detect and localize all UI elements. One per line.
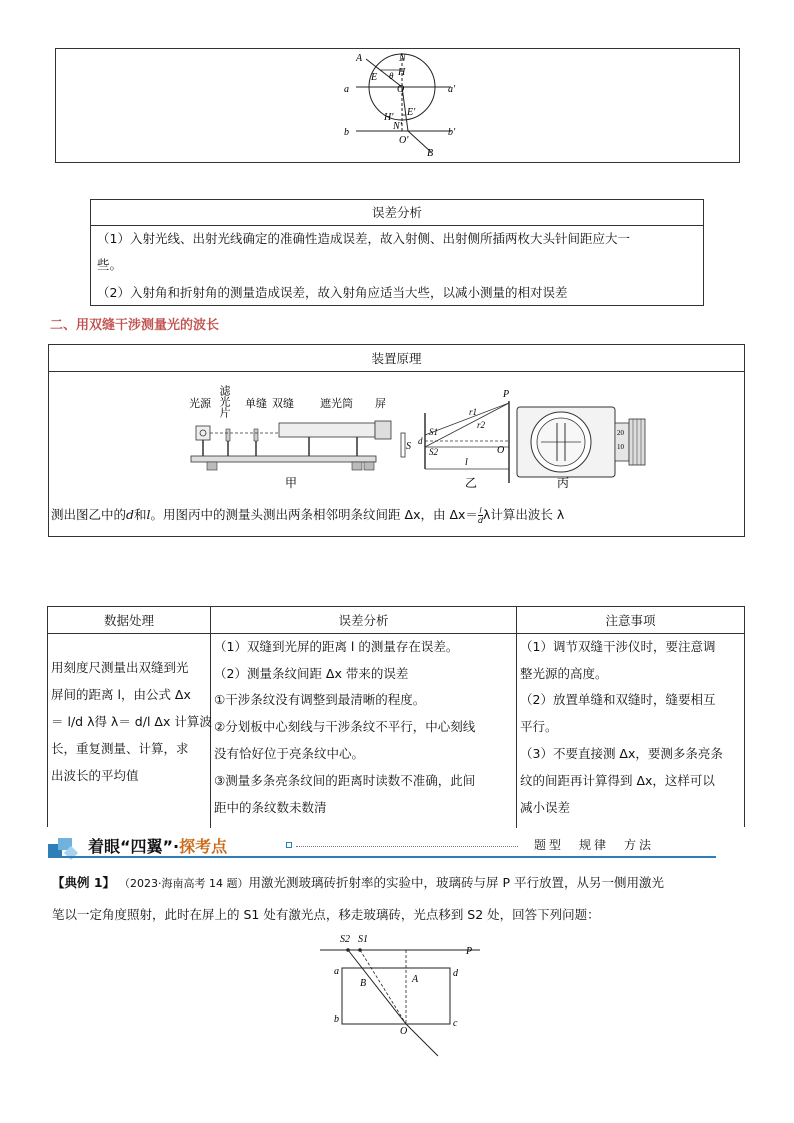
- fig1-label: A: [356, 53, 363, 64]
- col1-line: 长，重复测量、计算，求: [51, 741, 189, 756]
- fig2-label: l: [465, 457, 468, 468]
- banner-dot: [286, 842, 292, 848]
- fig1-label: E: [371, 72, 378, 83]
- fig2-label: r1: [469, 407, 478, 417]
- col3-line: （1）调节双缝干涉仪时，要注意调: [520, 639, 716, 654]
- fig3-label: 20: [617, 429, 624, 437]
- fraction-denominator: d: [477, 516, 483, 525]
- refraction-diagram: [56, 49, 739, 162]
- col2-line: 没有恰好位于亮条纹中心。: [214, 746, 365, 761]
- apparatus-label: 屏: [375, 398, 386, 410]
- col3-line: （2）放置单缝和双缝时，缝要相互: [520, 692, 716, 707]
- principle-text-part: λ计算出波长 λ: [482, 507, 565, 522]
- fig1-label: O': [399, 135, 409, 146]
- fig4-label: O: [400, 1026, 408, 1037]
- fig4-label: S1: [358, 934, 368, 945]
- col3-line: 减小误差: [520, 800, 571, 815]
- col3-line: （3）不要直接测 Δx，要测多条亮条: [520, 746, 723, 761]
- example-label: 【典例 1】: [52, 875, 116, 890]
- table-2-header: 数据处理: [48, 607, 211, 634]
- error-table-1-row: （1）入射光线、出射光线确定的准确性造成误差，故入射侧、出射侧所插两枚大头针间距应大一: [97, 231, 630, 246]
- fig2-label: O: [497, 445, 505, 456]
- col1-line: ＝ l/d λ得 λ＝ d/l Δx 计算波: [51, 714, 212, 729]
- principle-text-part: 测出图乙中的: [51, 507, 127, 522]
- fraction-numerator: l: [479, 506, 482, 515]
- col3-line: 平行。: [520, 719, 558, 734]
- fig1-label: a: [344, 84, 349, 95]
- fig4-label: S2: [340, 934, 350, 945]
- apparatus-label: 双缝: [272, 398, 294, 410]
- fig4-label: A: [412, 974, 419, 985]
- banner-title-accent: 探考点: [179, 837, 228, 856]
- fig1-label: B: [427, 148, 434, 159]
- fig2-label: P: [503, 389, 510, 400]
- example-line-2: 笔以一定角度照射，此时在屏上的 S1 处有激光点，移走玻璃砖，光点移到 S2 处，回答下列问题：: [52, 907, 600, 922]
- section-banner: [48, 830, 716, 860]
- fig1-label: θ: [389, 71, 394, 81]
- error-table-1-row: 些。: [97, 257, 123, 272]
- fig2-label: S1: [429, 427, 438, 437]
- banner-title-main: 着眼“四翼”·: [88, 837, 180, 856]
- col2-line: （1）双缝到光屏的距离 l 的测量存在误差。: [214, 639, 459, 654]
- col1-line: 出波长的平均值: [51, 768, 139, 783]
- col2-line: ③测量多条亮条纹间的距离时读数不准确，此间: [214, 773, 476, 788]
- fig-caption: 丙: [557, 476, 570, 490]
- principle-box: [48, 344, 745, 537]
- fig4-label: c: [453, 1018, 458, 1029]
- fig4-label: d: [453, 968, 458, 979]
- apparatus-label: 光源: [189, 398, 211, 410]
- fig4-label: P: [466, 946, 473, 957]
- col3-line: 整光源的高度。: [520, 666, 608, 681]
- principle-text-part: 和: [134, 507, 147, 522]
- error-table-1-header: 误差分析: [91, 200, 703, 226]
- table-2: [47, 606, 745, 827]
- col2-line: ①干涉条纹没有调整到最清晰的程度。: [214, 692, 426, 707]
- principle-header: 装置原理: [49, 345, 744, 372]
- apparatus-label: 单缝: [245, 398, 267, 410]
- fig2-label: S2: [429, 447, 438, 457]
- fig3-label: 10: [617, 443, 624, 451]
- fig2-label: S: [406, 441, 411, 452]
- fig1-label: H: [398, 67, 406, 78]
- var-d: d: [126, 507, 135, 522]
- fig1-label: E': [407, 107, 416, 118]
- apparatus-label: 遮光筒: [320, 398, 353, 410]
- col2-line: 距中的条纹数未数清: [214, 800, 327, 815]
- apparatus-label: 滤光片: [218, 385, 230, 418]
- fig2-label: r2: [477, 420, 486, 430]
- table-2-header: 误差分析: [211, 607, 517, 634]
- banner-dotted-rule: [296, 846, 518, 847]
- col1-line: 屏间的距离 l，由公式 Δx: [51, 687, 191, 702]
- fig4-label: B: [360, 978, 367, 989]
- figure1-box: [55, 48, 740, 163]
- fig2-label: d: [418, 436, 423, 446]
- col3-line: 纹的间距再计算得到 Δx，这样可以: [520, 773, 715, 788]
- fig1-label: b: [344, 127, 349, 138]
- glass-block-figure: [320, 930, 520, 1060]
- error-table-1-row: （2）入射角和折射角的测量造成误差，故入射角应适当大些，以减小测量的相对误差: [97, 285, 568, 300]
- fig4-label: a: [334, 966, 339, 977]
- col-divider: [516, 634, 517, 828]
- fig1-label: O: [397, 84, 405, 95]
- error-table-1: [90, 199, 704, 306]
- example-source: （2023·海南高考 14 题）: [119, 877, 249, 890]
- example-text: 用激光测玻璃砖折射率的实验中，玻璃砖与屏 P 平行放置，从另一侧用激光: [248, 875, 665, 890]
- banner-title: [88, 834, 227, 857]
- col1-line: 用刻度尺测量出双缝到光: [51, 660, 189, 675]
- fig1-label: a': [448, 84, 456, 95]
- fig-caption: 乙: [465, 476, 478, 490]
- fig1-label: N': [393, 121, 402, 132]
- col2-line: （2）测量条纹间距 Δx 带来的误差: [214, 666, 409, 681]
- fig4-label: b: [334, 1014, 339, 1025]
- principle-text-part: 。用图丙中的测量头测出两条相邻明条纹间距 Δx，由 Δx＝: [150, 507, 478, 522]
- fig1-label: N: [399, 53, 406, 64]
- fig1-label: H': [384, 112, 394, 123]
- var-l: l: [146, 507, 151, 522]
- table-2-header: 注意事项: [517, 607, 744, 634]
- section-title: 二、用双缝干涉测量光的波长: [50, 318, 220, 333]
- fig-caption: 甲: [285, 476, 298, 490]
- principle-text: [51, 502, 564, 528]
- banner-tags: 题型 规律 方法: [534, 838, 655, 852]
- apparatus-figure: [49, 373, 744, 493]
- example-line-1: [52, 870, 664, 897]
- banner-rule: [48, 856, 716, 858]
- col2-line: ②分划板中心刻线与干涉条纹不平行，中心刻线: [214, 719, 476, 734]
- fig1-label: b': [448, 127, 456, 138]
